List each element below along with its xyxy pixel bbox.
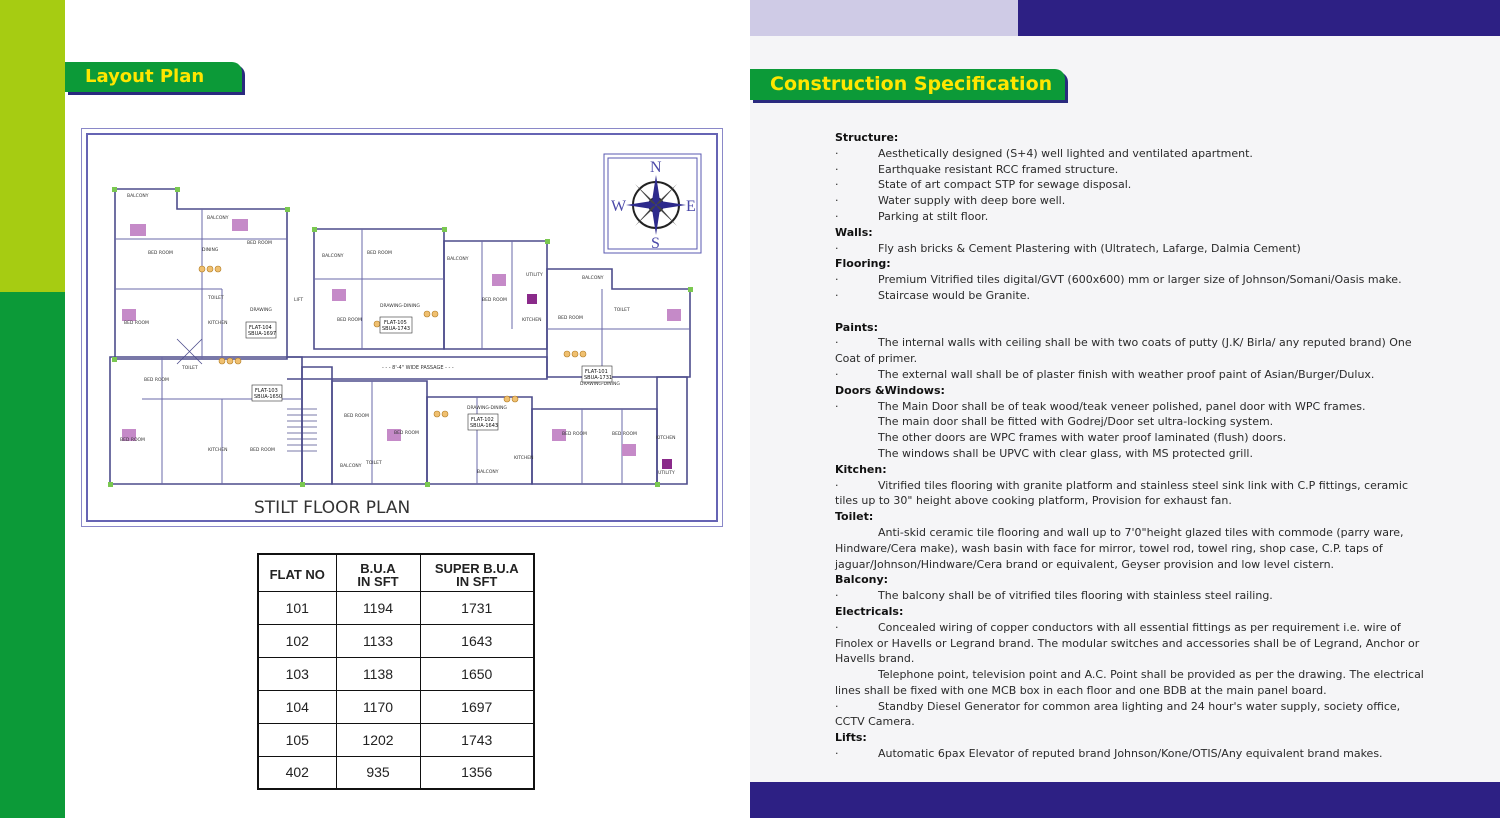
- section-spacer: [835, 304, 1425, 320]
- bullet-marker: ·: [835, 209, 839, 223]
- spec-item: [835, 746, 1425, 762]
- flat-103-area: SBUA-1650: [254, 394, 283, 400]
- furniture-markers: [108, 187, 693, 487]
- room-label-drawing: DRAWING: [250, 308, 272, 313]
- room-label-bedroom-6: BED ROOM: [482, 298, 507, 303]
- cell-super-bua: 1650: [420, 657, 534, 690]
- spec-section-heading: Lifts:: [835, 731, 867, 745]
- flat-103-label: FLAT-103: [255, 388, 278, 394]
- left-accent-bar-bottom: [0, 292, 65, 818]
- construction-spec-title: Construction Specification: [750, 69, 1065, 100]
- spec-item: [835, 288, 1425, 304]
- cell-flat-no: 402: [258, 756, 336, 789]
- spec-item: [835, 162, 1425, 178]
- spec-item: [835, 367, 1425, 383]
- spec-item-text: Standby Diesel Generator for common area lighting and 24 hour's water supply, society office, CCTV Camera.: [835, 699, 1401, 729]
- bullet-marker: ·: [835, 273, 839, 287]
- table-row: [258, 657, 534, 690]
- spec-item-text: The main door shall be fitted with Godrej/Door set ultra-locking system.: [878, 415, 1274, 429]
- floor-plan-svg: [82, 129, 724, 528]
- room-label-balcony-3: BALCONY: [322, 254, 344, 259]
- floor-plan-drawing: [81, 128, 723, 527]
- spec-item-text: The balcony shall be of vitrified tiles flooring with stainless steel railing.: [878, 589, 1273, 603]
- room-label-balcony-5: BALCONY: [582, 276, 604, 281]
- cell-flat-no: 103: [258, 657, 336, 690]
- cell-super-bua: 1697: [420, 690, 534, 723]
- spec-item: [835, 699, 1425, 731]
- spec-item: [835, 430, 1425, 446]
- spec-item: [835, 241, 1425, 257]
- spec-item: [835, 209, 1425, 225]
- spec-section-heading: Electricals:: [835, 604, 904, 618]
- cell-super-bua: 1743: [420, 723, 534, 756]
- spec-item: [835, 335, 1425, 367]
- flat-104-label: FLAT-104: [249, 325, 272, 331]
- spec-item-text: The windows shall be UPVC with clear glass, with MS protected grill.: [878, 446, 1253, 460]
- table-row: [258, 624, 534, 657]
- room-label-drawing-dining-1: DRAWING-DINING: [380, 304, 420, 309]
- spec-item: [835, 146, 1425, 162]
- table-header-row: [258, 554, 534, 591]
- spec-item: [835, 177, 1425, 193]
- cell-flat-no: 105: [258, 723, 336, 756]
- spec-item-text: The other doors are WPC frames with water proof laminated (flush) doors.: [878, 431, 1287, 445]
- spec-item: [835, 272, 1425, 288]
- flat-102-label: FLAT-102: [471, 417, 494, 423]
- bullet-marker: ·: [835, 367, 839, 381]
- spec-item-text: The Main Door shall be of teak wood/teak veneer polished, panel door with WPC frames.: [878, 399, 1366, 413]
- flat-101-label: FLAT-101: [585, 369, 608, 375]
- cell-bua: 1194: [336, 591, 420, 624]
- room-label-kitchen-1: KITCHEN: [208, 321, 228, 326]
- spec-section-heading: Structure:: [835, 131, 899, 144]
- room-label-kitchen-5: KITCHEN: [656, 436, 676, 441]
- flat-105-label: FLAT-105: [384, 320, 407, 326]
- spec-item-text: Telephone point, television point and A.C. Point shall be provided as per the drawing. The electrical lines shall be fixed with one MCB box in each floor and one BDB at the main panel board.: [835, 668, 1424, 697]
- room-label-balcony-6: BALCONY: [340, 464, 362, 469]
- cell-bua: 935: [336, 756, 420, 789]
- compass-s: S: [651, 235, 660, 252]
- table-row: [258, 690, 534, 723]
- spec-section-heading: Kitchen:: [835, 462, 887, 476]
- cell-flat-no: 104: [258, 690, 336, 723]
- flat-area-table: [257, 553, 535, 790]
- room-label-bedroom-3: BED ROOM: [124, 321, 149, 326]
- spec-item-text: Anti-skid ceramic tile flooring and wall up to 7'0"height glazed tiles with commode (parry ware, Hindware/Cera make), wash basin with face for mirror, towel rod, towel ring, shop case, C.P. taps of jaguar/Johnson/Hindware/Cera brand or equivalent, Geyser provision and low level cistern.: [835, 525, 1404, 571]
- spec-item: [835, 620, 1425, 667]
- room-label-balcony-2: BALCONY: [207, 216, 229, 221]
- spec-item-text: Water supply with deep bore well.: [878, 194, 1066, 208]
- compass-e: E: [686, 198, 696, 215]
- spec-item-text: State of art compact STP for sewage disposal.: [878, 178, 1132, 192]
- bullet-marker: ·: [835, 699, 839, 713]
- room-label-bedroom-14: BED ROOM: [612, 432, 637, 437]
- cell-bua: 1133: [336, 624, 420, 657]
- room-label-toilet-2: TOILET: [182, 366, 198, 371]
- spec-item-text: Premium Vitrified tiles digital/GVT (600x600) mm or larger size of Johnson/Somani/Oasis make.: [878, 273, 1402, 287]
- cell-flat-no: 101: [258, 591, 336, 624]
- room-label-bedroom-5: BED ROOM: [337, 318, 362, 323]
- room-label-bedroom-7: BED ROOM: [558, 316, 583, 321]
- room-label-drawing-dining-2: DRAWING-DINING: [580, 382, 620, 387]
- spec-section-heading: Doors &Windows:: [835, 383, 945, 397]
- table-row: [258, 723, 534, 756]
- left-accent-bar-top: [0, 0, 65, 292]
- bullet-marker: ·: [835, 399, 839, 413]
- room-label-toilet-3: TOILET: [614, 308, 630, 313]
- flat-104-area: SBUA-1697: [248, 331, 277, 337]
- spec-item: [835, 193, 1425, 209]
- bullet-marker: ·: [835, 178, 839, 192]
- spec-item-text: The internal walls with ceiling shall be with two coats of putty (J.K/ Birla/ any reputed brand) One Coat of primer.: [835, 336, 1412, 366]
- cell-flat-no: 102: [258, 624, 336, 657]
- cell-bua: 1170: [336, 690, 420, 723]
- bullet-marker: ·: [835, 194, 839, 208]
- flat-102-area: SBUA-1643: [470, 423, 499, 429]
- room-label-balcony-4: BALCONY: [447, 257, 469, 262]
- room-label-kitchen-2: KITCHEN: [522, 318, 542, 323]
- spec-section-heading: Walls:: [835, 225, 873, 239]
- room-label-bedroom-1: BED ROOM: [148, 251, 173, 256]
- spec-item-text: Aesthetically designed (S+4) well lighted and ventilated apartment.: [878, 146, 1253, 160]
- room-label-toilet-1: TOILET: [208, 296, 224, 301]
- spec-item-text: Concealed wiring of copper conductors with all essential fittings as per requirement i.e. wire of Finolex or Havells or Legrand brand. The modular switches and accessories shall be of Legrand, Anchor or Havells brand.: [835, 620, 1420, 666]
- table-row: [258, 591, 534, 624]
- header-flat-no: FLAT NO: [258, 554, 336, 591]
- compass-rose: [604, 154, 701, 253]
- spec-item: [835, 446, 1425, 462]
- spec-item-text: Parking at stilt floor.: [878, 209, 989, 223]
- room-label-kitchen-4: KITCHEN: [514, 456, 534, 461]
- spec-item: [835, 525, 1425, 572]
- room-label-kitchen-3: KITCHEN: [208, 448, 228, 453]
- spec-item-text: Automatic 6pax Elevator of reputed brand Johnson/Kone/OTIS/Any equivalent brand makes.: [878, 747, 1383, 761]
- spec-item: [835, 667, 1425, 699]
- spec-item-text: The external wall shall be of plaster finish with weather proof paint of Asian/Burger/Dulux.: [878, 367, 1375, 381]
- spec-item: [835, 588, 1425, 604]
- header-bua: B.U.A IN SFT: [336, 554, 420, 591]
- bullet-marker: ·: [835, 146, 839, 160]
- spec-item-text: Staircase would be Granite.: [878, 288, 1031, 302]
- header-super-bua: SUPER B.U.A IN SFT: [420, 554, 534, 591]
- spec-item-text: Earthquake resistant RCC framed structure.: [878, 162, 1119, 176]
- compass-n: N: [650, 159, 662, 176]
- room-label-bedroom-2: BED ROOM: [247, 241, 272, 246]
- room-label-drawing-dining-3: DRAWING-DINING: [467, 406, 507, 411]
- right-bottom-band: [750, 782, 1500, 818]
- room-label-utility-1: UTILITY: [526, 273, 543, 278]
- specification-list: [835, 130, 1425, 762]
- room-label-bedroom-11: BED ROOM: [250, 448, 275, 453]
- spec-section-heading: Toilet:: [835, 510, 874, 524]
- room-label-utility-2: UTILITY: [658, 471, 675, 476]
- bullet-marker: ·: [835, 162, 839, 176]
- layout-plan-title: Layout Plan: [65, 62, 242, 92]
- spec-item-text: Vitrified tiles flooring with granite platform and stainless steel sink link with C.P fittings, ceramic tiles up to 30" height above cooking platform, Provision for exhaust fan.: [835, 478, 1408, 508]
- passage-label: - - - 8'-4" WIDE PASSAGE - - -: [382, 365, 454, 371]
- flat-101-area: SBUA-1731: [584, 375, 613, 381]
- bullet-marker: ·: [835, 336, 839, 350]
- spec-section-heading: Paints:: [835, 320, 878, 334]
- room-label-bedroom-4: BED ROOM: [367, 251, 392, 256]
- table-row: [258, 756, 534, 789]
- flat-105-area: SBUA-1743: [382, 326, 411, 332]
- room-label-bedroom-13: BED ROOM: [562, 432, 587, 437]
- room-label-balcony-7: BALCONY: [477, 470, 499, 475]
- room-label-bedroom-9: BED ROOM: [120, 438, 145, 443]
- bullet-marker: ·: [835, 241, 839, 255]
- bullet-marker: ·: [835, 747, 839, 761]
- spec-item: [835, 414, 1425, 430]
- room-label-dining: DINING: [202, 248, 219, 253]
- room-label-bedroom-12: BED ROOM: [394, 431, 419, 436]
- spec-item: [835, 478, 1425, 510]
- bullet-marker: ·: [835, 620, 839, 634]
- plan-caption: STILT FLOOR PLAN: [254, 498, 411, 518]
- bullet-marker: ·: [835, 589, 839, 603]
- bullet-marker: ·: [835, 288, 839, 302]
- cell-super-bua: 1731: [420, 591, 534, 624]
- compass-w: W: [611, 198, 627, 215]
- room-label-toilet-4: TOILET: [366, 461, 382, 466]
- right-top-band-light: [750, 0, 1018, 36]
- room-label-bedroom-8: BED ROOM: [144, 378, 169, 383]
- room-label-balcony-1: BALCONY: [127, 194, 149, 199]
- lift-label: LIFT: [294, 298, 304, 303]
- bullet-marker: ·: [835, 478, 839, 492]
- right-top-band-dark: [1018, 0, 1500, 36]
- spec-item-text: Fly ash bricks & Cement Plastering with (Ultratech, Lafarge, Dalmia Cement): [878, 241, 1301, 255]
- spec-item: [835, 399, 1425, 415]
- spec-section-heading: Flooring:: [835, 257, 891, 271]
- cell-super-bua: 1356: [420, 756, 534, 789]
- cell-bua: 1138: [336, 657, 420, 690]
- cell-bua: 1202: [336, 723, 420, 756]
- cell-super-bua: 1643: [420, 624, 534, 657]
- room-label-bedroom-10: BED ROOM: [344, 414, 369, 419]
- spec-section-heading: Balcony:: [835, 573, 889, 587]
